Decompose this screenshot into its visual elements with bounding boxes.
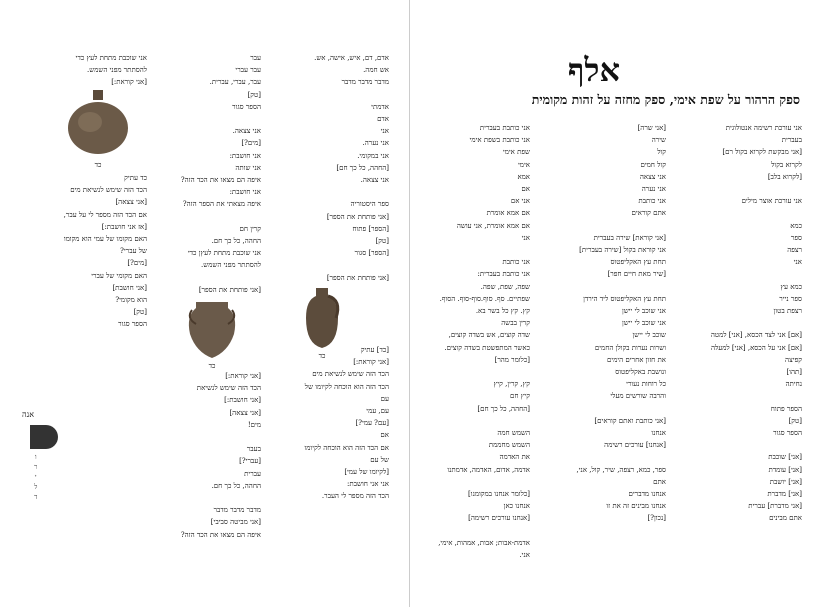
text-line: את חזון אחרים הימים xyxy=(606,355,666,364)
tab-letter: י xyxy=(34,473,37,481)
text-line: אני כותבת בעברית: xyxy=(477,270,530,279)
text-line: אני שוכבת מתחת לעץ כדי xyxy=(75,54,147,62)
right-column-3 xyxy=(418,122,530,561)
text-line: אני עורכת אוצר מילים xyxy=(741,197,802,206)
text-line: מדבר מדבר מדבר xyxy=(341,78,389,87)
text-line: נחיתה xyxy=(785,380,802,389)
text-line: ספר נייר xyxy=(779,294,802,303)
text-line: [אנחנו עורכים רשימה] xyxy=(468,514,530,523)
text-line: [החהה, כל כך חם] xyxy=(477,404,530,413)
text-line: את האדמה xyxy=(499,453,530,462)
text-line: אני צצאה. xyxy=(232,127,261,136)
text-line: האם מקומי של עברי xyxy=(91,271,147,280)
krater-jar-image xyxy=(186,298,238,360)
text-line: והרבה שורשים מעלי xyxy=(610,392,666,401)
text-line: הכד הזה שימש לנשיאת מים xyxy=(70,186,147,195)
text-line: שדה קוצים, אש בשדה קוצים, xyxy=(448,331,530,340)
text-line: עברית xyxy=(244,469,261,478)
text-line: החהה, כל כך חם. xyxy=(211,237,261,246)
text-line: [אני קוראת:] xyxy=(225,372,261,380)
text-line: אם הכד הזה הוא הוכחה לקיומו xyxy=(304,443,389,452)
text-line: אני אני חושבת: xyxy=(347,480,389,489)
text-line: אני שוכב לי יישן xyxy=(621,319,666,328)
text-line xyxy=(418,415,530,427)
text-line: [טק] xyxy=(375,237,389,246)
text-line: איפה הם מצאו את הכד הזה? xyxy=(180,176,261,185)
text-line xyxy=(151,211,261,223)
text-line: [אני כותבת ואתם קוראים] xyxy=(594,416,666,425)
text-line: אמא xyxy=(517,172,530,181)
text-line: [אני שרה] xyxy=(637,124,666,132)
text-line: אני במקומי. xyxy=(357,151,389,160)
text-line xyxy=(418,244,530,256)
tab-letter: ל xyxy=(34,483,38,491)
text-line: [אני קוראת:] xyxy=(111,78,147,87)
text-line: להסתתר מפני השמש. xyxy=(87,66,147,75)
text-line xyxy=(151,431,261,443)
text-line: בעבר xyxy=(246,445,261,454)
text-line: [אני חושבת] xyxy=(112,283,147,292)
text-line: השמש חמה xyxy=(497,429,530,438)
text-line xyxy=(680,268,802,280)
tab-letter: ו xyxy=(34,453,37,461)
text-line: עבר, עברי, עברית. xyxy=(209,78,261,87)
text-line: החהה, כל כך חם. xyxy=(211,481,261,490)
text-line: אני xyxy=(793,258,802,267)
text-line: אני חושבת: xyxy=(229,151,261,160)
left-column-b-bottom xyxy=(151,370,261,541)
text-line: אם אמא אומרת xyxy=(486,209,530,218)
text-line: קרין בבשה xyxy=(501,319,530,328)
page-title: אלף xyxy=(567,51,620,89)
text-line: אני כותבת xyxy=(502,258,530,267)
text-line: תחת עץ האקליפטוס xyxy=(610,258,666,267)
text-line: של עברי? xyxy=(120,247,147,256)
text-line: [כלומר מהר] xyxy=(494,355,530,364)
text-line: ספר היסטוריה xyxy=(350,200,389,209)
text-line: [הספר] סגור xyxy=(354,249,389,258)
text-line: אני שוכבת מתחת לעץן כדי xyxy=(187,249,261,258)
text-line: הכד הזה מספר לי העבר. xyxy=(321,492,389,501)
text-line: [עם? עמי?] xyxy=(355,419,389,428)
text-line: [נכון?] xyxy=(647,514,666,523)
text-line: [אני] עומדת xyxy=(768,465,802,474)
section-title: אנה xyxy=(22,410,35,419)
text-line: [אני קוראת:] xyxy=(353,358,389,367)
text-line: איפה מצאתי את הספר הזה? xyxy=(182,200,261,209)
jar-caption: כד xyxy=(318,352,326,360)
text-line: אני עורכת רשימה אנטולוגית xyxy=(725,124,802,132)
text-line: אני כותבת בשפת אימי xyxy=(469,136,530,145)
text-line: אתם xyxy=(653,477,666,486)
text-line: איפה הם מצאו את הכד הזה? xyxy=(180,530,261,539)
right-column-2 xyxy=(536,122,666,525)
right-page xyxy=(410,0,820,607)
text-line: קיץ חם xyxy=(510,392,530,401)
text-line: אני קוראת בקול [שירה בעברית] xyxy=(579,246,666,255)
text-line: אני צצאה. xyxy=(360,176,389,185)
text-line: [החהה, כל כך חם] xyxy=(336,163,389,172)
pitcher-jar-image xyxy=(298,286,346,350)
tab-letter: ר xyxy=(34,463,38,471)
text-line: אנחנו מדברים xyxy=(628,490,666,499)
text-line: [טק] xyxy=(133,308,147,317)
text-line: [לקרוא בלב] xyxy=(767,172,802,181)
left-column-a-bottom xyxy=(279,344,389,503)
text-line: אנחנו xyxy=(651,429,666,438)
text-line: [אני צצאה] xyxy=(115,198,147,207)
text-line xyxy=(536,451,666,463)
text-line: [שיר מאת חיים חפר] xyxy=(607,270,666,279)
text-line: של עם xyxy=(370,455,389,464)
left-column-c-bottom xyxy=(37,172,147,331)
text-line: אימי xyxy=(517,160,530,169)
text-line: כאשר המתפשטת בשדה קוצים. xyxy=(444,343,530,352)
text-line: אדמת-אבות; אבות, אמהות, אימי, xyxy=(438,538,530,547)
text-line: אנחנו מבינים זה את זו xyxy=(606,502,666,511)
text-line: אתם מבינים xyxy=(769,514,802,523)
text-line: [אם] אני לצד הכסא, [אני] למטה xyxy=(710,331,802,340)
page-subtitle: ספק הרהור על שפת אימי, ספק מחזה על זהות מקומית xyxy=(531,92,800,107)
text-line: ספר, כמא, רצפה, שיר, קול, אני, xyxy=(576,465,666,474)
text-line: אם xyxy=(380,431,389,440)
text-line: קץ. קץ כל בשר בא. xyxy=(475,307,530,316)
text-line: [אני מדברת] עברית xyxy=(748,502,802,511)
text-line: מים! xyxy=(247,420,261,429)
text-line: בעברית xyxy=(781,136,802,145)
text-line: לקרוא בקול xyxy=(771,160,802,169)
text-line: [אז אני חושבת:] xyxy=(101,222,147,231)
left-column-a xyxy=(279,52,389,284)
text-line: [אני מביטה סביבי] xyxy=(210,518,261,527)
text-line xyxy=(151,492,261,504)
text-line: עם xyxy=(380,394,389,403)
text-line: ונושבת באקליפטוס xyxy=(615,368,666,377)
text-line: תחת עץ האקליפטוס ליד הירדן xyxy=(583,294,666,303)
text-line xyxy=(680,390,802,402)
text-line: הוא מקומי? xyxy=(115,296,147,305)
text-line: [אני צצאה] xyxy=(229,408,261,417)
text-line xyxy=(418,476,530,488)
text-line: להסתתר מפני השמש. xyxy=(201,261,261,270)
thumb-index-letters xyxy=(34,452,37,502)
text-line: אני חושבת: xyxy=(229,188,261,197)
text-line: אני xyxy=(521,233,530,242)
text-line: [מים?] xyxy=(241,139,261,148)
text-line: השמש מחממת xyxy=(488,441,530,450)
text-line xyxy=(279,186,389,198)
text-line: [אני] יושבת xyxy=(769,477,802,486)
text-line xyxy=(418,366,530,378)
text-line: אני. xyxy=(519,551,530,560)
text-line: הספר פתוח xyxy=(770,404,802,413)
text-line: [עברי?] xyxy=(239,457,261,466)
text-line: אני xyxy=(380,127,389,136)
text-line: [טק] xyxy=(788,416,802,425)
text-line: כל רוחות נעורי xyxy=(626,380,666,389)
left-column-c-top xyxy=(37,52,147,89)
text-line xyxy=(151,272,261,284)
text-line: הספר סגור xyxy=(118,320,147,329)
text-line: רצפת בטון xyxy=(773,307,802,315)
text-line: ושרות נערות בקולן החמים xyxy=(594,343,666,352)
text-line xyxy=(279,259,389,271)
thumb-index-tab xyxy=(30,425,58,449)
text-line: [לקיומו של עמי] xyxy=(344,468,389,477)
text-line: אני כותבת xyxy=(638,197,666,206)
text-line: אני שותה xyxy=(235,163,261,172)
text-line xyxy=(536,220,666,232)
text-line: [אני] שוכבת xyxy=(768,453,802,462)
text-line: אני כותבת בעברית xyxy=(479,124,530,132)
text-line: שוכב לי יישן xyxy=(632,331,666,340)
text-line: [אנחנו] עורכים רשימה xyxy=(604,441,666,450)
text-line: אדם xyxy=(377,115,389,123)
text-line: שירה xyxy=(651,136,666,145)
text-line: [תהו] xyxy=(786,368,802,376)
text-line: אם אמא אומרת, אני עושה xyxy=(456,221,530,230)
text-line xyxy=(536,281,666,293)
text-line: [הספר] פתוח xyxy=(352,224,389,233)
jar-caption: כד xyxy=(94,161,102,169)
text-line xyxy=(680,207,802,219)
text-line: אתם קוראים xyxy=(631,209,666,218)
text-line: קץ, קרין, קיץ xyxy=(493,380,530,389)
text-line: קול xyxy=(657,148,666,157)
amphora-jar-image xyxy=(66,88,130,156)
text-line: ספר xyxy=(790,233,802,242)
jar-caption: כד xyxy=(208,362,216,370)
text-line: הכד הזה שימש לנשיאת מים xyxy=(312,370,389,379)
text-line: שפתיים. סף. סוף.סוף-סוף. הסוף. xyxy=(439,294,530,303)
text-line: הכד הזה הוא הוכחה לקיומו של xyxy=(304,382,389,391)
text-line: [טק] xyxy=(247,90,261,99)
text-line: שפת אימי xyxy=(502,148,530,157)
text-line: כמא xyxy=(790,221,802,230)
text-line xyxy=(151,113,261,125)
text-line: אדם, דם, איש, אישה, אש. xyxy=(314,54,389,62)
text-line: האם מקומו של עמי הוא מקומו xyxy=(63,235,147,244)
text-line: [כלומר אנחנו במקומנו] xyxy=(468,490,530,499)
text-line: [אני פותחת את הספר] xyxy=(326,212,389,221)
text-line: אנחנו כאן xyxy=(503,502,530,511)
text-line: אדמה, אדום, האדמה, אדמתנו xyxy=(447,465,530,474)
text-line: עבר xyxy=(250,54,261,62)
text-line: קפיצה xyxy=(785,355,802,364)
text-line: הספר סגור xyxy=(232,102,261,111)
text-line xyxy=(680,183,802,195)
text-line xyxy=(680,439,802,451)
left-column-b xyxy=(151,52,261,296)
text-line: אם xyxy=(521,185,530,194)
text-line: [אני] מדברת xyxy=(767,490,802,498)
text-line xyxy=(279,89,389,101)
text-line: כמא עץ xyxy=(780,282,802,291)
text-line: [אני חושבת:] xyxy=(224,396,261,405)
text-line xyxy=(418,525,530,537)
text-line: עבר עברי xyxy=(235,66,261,75)
text-line: אש חמה. xyxy=(363,66,389,75)
text-line: אני צצאה xyxy=(639,172,666,181)
text-line xyxy=(536,403,666,415)
text-line: [אני קוראת] שירה בעברית xyxy=(593,233,666,242)
text-line: אדמתי xyxy=(371,102,389,111)
text-line: אני אם xyxy=(510,197,530,206)
text-line: [אני פותחת את הספר] xyxy=(326,273,389,282)
text-line: אני נערה xyxy=(641,185,666,194)
text-line: [מים?] xyxy=(127,259,147,268)
text-line: קרין חם xyxy=(239,224,261,233)
text-line: [אם] אני על הכסא, [אני] למעלה xyxy=(710,343,802,352)
text-line: הכד הזה שימש לנשיאת xyxy=(196,384,261,393)
text-line: [אני פותחת את הספר] xyxy=(198,285,261,294)
text-line: עם, עמי xyxy=(366,407,389,416)
text-line: [אני מבקשת לקרוא בקול רם] xyxy=(722,148,802,157)
text-line: כד עתיק xyxy=(124,174,147,182)
right-column-1 xyxy=(680,122,802,525)
tab-letter: ד xyxy=(34,493,38,501)
text-line: אני שוכב לי יישן xyxy=(621,307,666,316)
text-line: אם הכד הזה מספר לי על עבר, xyxy=(63,210,147,219)
text-line: שפה, שפת, שפה. xyxy=(480,282,530,291)
text-line: מדבר מדבר מדבר xyxy=(213,506,261,515)
text-line: קול חמים xyxy=(640,160,666,169)
text-line: רצפה xyxy=(787,246,802,254)
text-line: אני נערה. xyxy=(362,139,389,148)
text-line: [כד] עתיק xyxy=(360,346,389,354)
text-line xyxy=(680,317,802,329)
text-line: הספר סגור xyxy=(773,429,802,437)
